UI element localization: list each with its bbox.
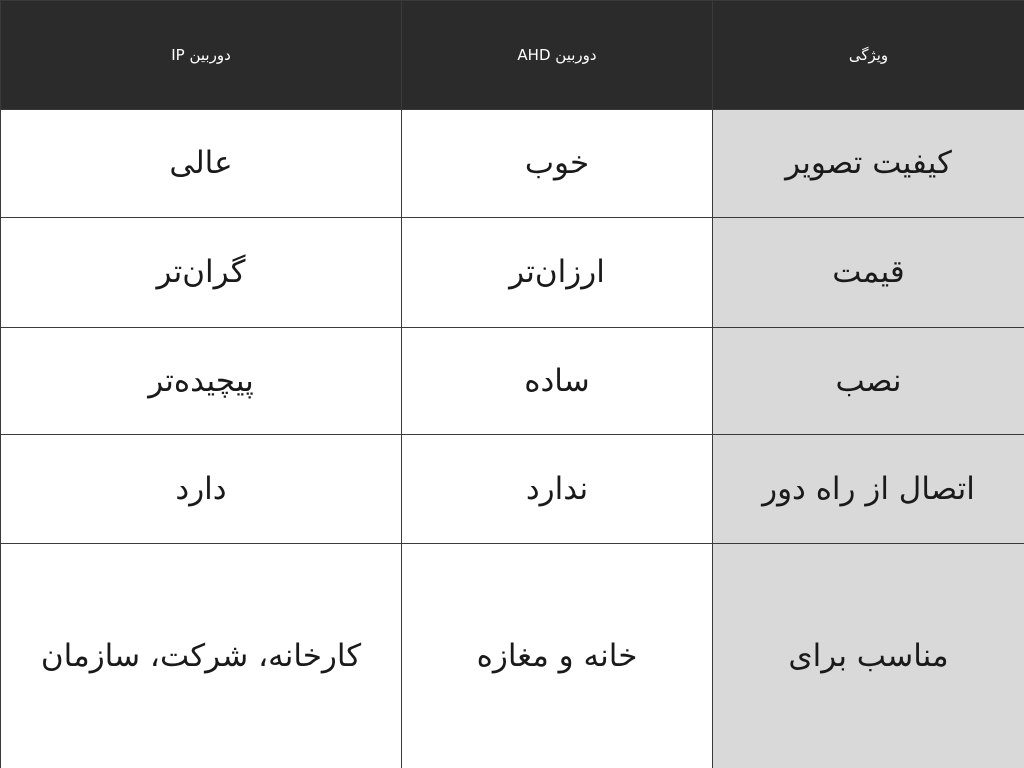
feature-cell: کیفیت تصویر [713, 110, 1024, 218]
ahd-cell: ارزان‌تر [402, 218, 713, 328]
table-row [1, 218, 1024, 328]
table-header [1, 1, 1024, 110]
ip-cell: پیچیده‌تر [1, 328, 402, 435]
feature-cell: نصب [713, 328, 1024, 435]
ip-cell: دارد [1, 435, 402, 544]
feature-cell: قیمت [713, 218, 1024, 328]
table-row [1, 110, 1024, 218]
header-feature: ویژگی [713, 1, 1024, 110]
ahd-cell: خوب [402, 110, 713, 218]
feature-cell: اتصال از راه دور [713, 435, 1024, 544]
ip-cell: کارخانه، شرکت، سازمان [1, 544, 402, 768]
ahd-cell: خانه و مغازه [402, 544, 713, 768]
table-row [1, 435, 1024, 544]
feature-cell: مناسب برای [713, 544, 1024, 768]
ip-cell: عالی [1, 110, 402, 218]
table-body [1, 110, 1024, 768]
ahd-cell: ندارد [402, 435, 713, 544]
header-row [1, 1, 1024, 110]
table-row [1, 544, 1024, 768]
header-ahd-camera: دوربین AHD [402, 1, 713, 110]
header-ip-camera: دوربین IP [1, 1, 402, 110]
table-row [1, 328, 1024, 435]
ip-cell: گران‌تر [1, 218, 402, 328]
ahd-cell: ساده [402, 328, 713, 435]
